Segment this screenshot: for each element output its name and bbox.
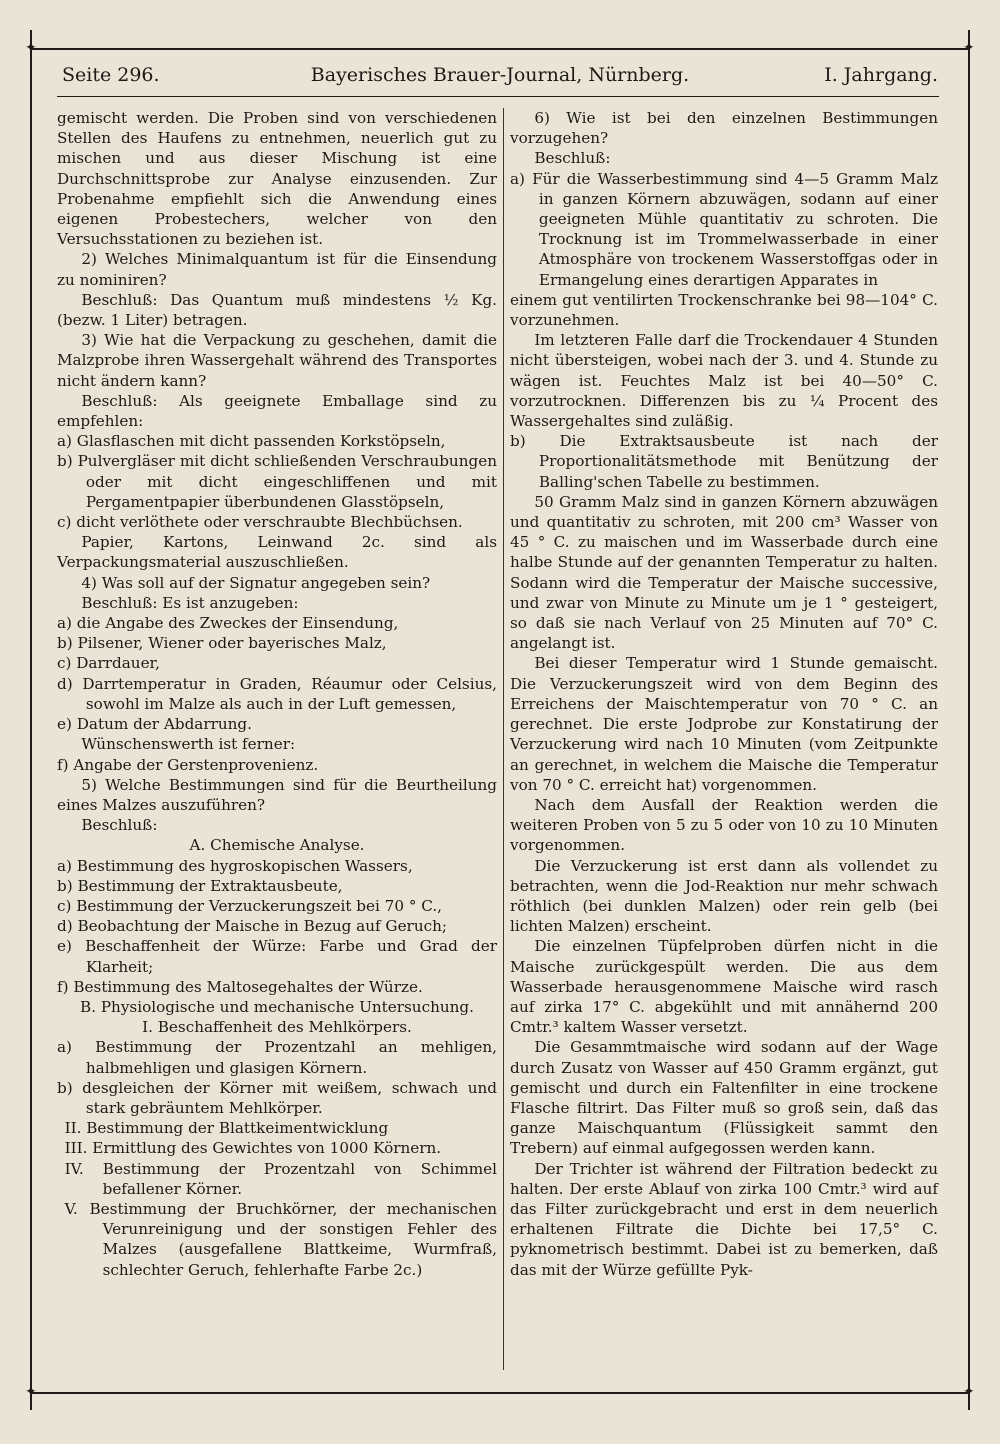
list-item: b) Pulvergläser mit dicht schließenden Verschraubungen oder mit dicht eingeschliffenen und mit Pergamentpapier überbundenen Glasstöpseln,: [57, 452, 497, 511]
list-item: f) Angabe der Gerstenprovenienz.: [57, 755, 319, 774]
paragraph: einem gut ventilirten Trockenschranke bei 98—104° C. vorzunehmen.: [510, 290, 938, 330]
list-item: d) Beobachtung der Maische in Bezug auf Geruch;: [57, 917, 448, 936]
header-rule: [57, 96, 939, 97]
paragraph: Die einzelnen Tüpfelproben dürfen nicht in die Maische zurückgespült werden. Die aus dem Wasserbade herausgenommene Maische wird rasch auf zirka 17° C. abgekühlt und mit annähernd 200 Cmtr.³ kaltem Wasser versetzt.: [510, 937, 938, 1037]
corner-ornament-icon: ✦: [963, 1384, 975, 1400]
list-item: b) Die Extraktsausbeute ist nach der Proportionalitätsmethode mit Benützung der Balling'schen Tabelle zu bestimmen.: [510, 432, 938, 491]
list-item: II. Bestimmung der Blattkeimentwicklung: [64, 1119, 389, 1138]
list-item: IV. Bestimmung der Prozentzahl von Schimmel befallener Körner.: [64, 1159, 497, 1198]
journal-title: Bayerisches Brauer-Journal, Nürnberg.: [310, 64, 690, 86]
resolution: Beschluß: Es ist anzugeben:: [81, 593, 299, 612]
list-item: e) Beschaffenheit der Würze: Farbe und Grad der Klarheit;: [57, 937, 497, 976]
resolution: Beschluß:: [534, 149, 611, 168]
list-item: b) Bestimmung der Extraktausbeute,: [57, 876, 343, 895]
resolution: Beschluß: Das Quantum muß mindestens ½ Kg. (bezw. 1 Liter) betragen.: [57, 290, 497, 330]
left-column: [57, 108, 497, 1280]
question: 5) Welche Bestimmungen sind für die Beurtheilung eines Malzes auszuführen?: [57, 775, 497, 814]
paragraph: Nach dem Ausfall der Reaktion werden die weiteren Proben von 5 zu 5 oder von 10 zu 10 Minuten vorgenommen.: [510, 795, 938, 855]
paragraph: Die Verzuckerung ist erst dann als vollendet zu betrachten, wenn die Jod-Reaktion nur mehr schwach röthlich (bei dunklen Malzen) oder rein gelb (bei lichten Malzen) erscheint.: [510, 856, 938, 936]
list-item: III. Ermittlung des Gewichtes von 1000 Körnern.: [64, 1139, 442, 1158]
section-heading: B. Physiologische und mechanische Untersuchung.: [80, 997, 474, 1016]
question: 6) Wie ist bei den einzelnen Bestimmungen vorzugehen?: [510, 109, 938, 148]
list-item: b) desgleichen der Körner mit weißem, schwach und stark gebräuntem Mehlkörper.: [57, 1078, 497, 1117]
question: 2) Welches Minimalquantum ist für die Einsendung zu nominiren?: [57, 250, 497, 289]
list-item: b) Pilsener, Wiener oder bayerisches Malz,: [57, 634, 387, 653]
list-item: f) Bestimmung des Maltosegehaltes der Würze.: [57, 977, 423, 996]
list-item: a) Glasflaschen mit dicht passenden Korkstöpseln,: [57, 432, 446, 451]
left-border-rule: [30, 30, 32, 1410]
question: 4) Was soll auf der Signatur angegeben sein?: [81, 573, 431, 592]
corner-ornament-icon: ✦: [25, 40, 37, 56]
paragraph: Die Gesammtmaische wird sodann auf der Wage durch Zusatz von Wasser auf 450 Gramm ergänzt, gut gemischt und durch ein Faltenfilter in eine trockene Flasche filtrirt. Das Filter muß so groß sein, daß das ganze Maischquantum (Flüssigkeit sammt den Trebern) auf einmal aufgegossen werden kann.: [510, 1038, 938, 1158]
section-heading: A. Chemische Analyse.: [189, 836, 365, 855]
list-item: V. Bestimmung der Bruchkörner, der mechanischen Verunreinigung und der sonstigen Fehler des Malzes (ausgefallene Blattkeime, Wurmfraß, schlechter Geruch, fehlerhafte Farbe 2c.): [64, 1199, 497, 1279]
right-border-rule: [968, 30, 970, 1410]
top-border-rule: [30, 48, 970, 50]
resolution: Beschluß: Als geeignete Emballage sind zu empfehlen:: [57, 391, 497, 431]
paragraph: Bei dieser Temperatur wird 1 Stunde gemaischt. Die Verzuckerungszeit wird von dem Beginn des Erreichens der Maischtemperatur von 70 ° C. an gerechnet. Die erste Jodprobe zur Konstatirung der Verzuckerung wird nach 10 Minuten (vom Zeitpunkte an gerechnet, in welchem die Maische die Temperatur von 70 ° C. erreicht hat) vorgenommen.: [510, 654, 938, 794]
list-item: d) Darrtemperatur in Graden, Réaumur oder Celsius, sowohl im Malze als auch in der Luft gemessen,: [57, 674, 497, 713]
list-item: e) Datum der Abdarrung.: [57, 715, 252, 734]
column-divider: [503, 108, 504, 1370]
corner-ornament-icon: ✦: [25, 1384, 37, 1400]
question: 3) Wie hat die Verpackung zu geschehen, damit die Malzprobe ihren Wassergehalt während des Transportes nicht ändern kann?: [57, 331, 497, 390]
subsection-heading: I. Beschaffenheit des Mehlkörpers.: [142, 1018, 412, 1037]
list-item: a) die Angabe des Zweckes der Einsendung,: [57, 614, 399, 633]
list-item: a) Bestimmung des hygroskopischen Wassers,: [57, 856, 413, 875]
paragraph: Wünschenswerth ist ferner:: [81, 735, 296, 754]
list-item: a) Bestimmung der Prozentzahl an mehligen, halbmehligen und glasigen Körnern.: [57, 1038, 497, 1077]
resolution: Beschluß:: [81, 816, 158, 835]
bottom-border-rule: [30, 1392, 970, 1394]
page-number: Seite 296.: [62, 64, 160, 86]
volume-label: I. Jahrgang.: [824, 64, 938, 86]
paragraph: gemischt werden. Die Proben sind von verschiedenen Stellen des Haufens zu entnehmen, neuerlich gut zu mischen und aus dieser Mischung ist eine Durchschnittsprobe zur Analyse einzusenden. Zur Probenahme empfiehlt sich die Anwendung eines eigenen Probestechers, welcher von den Versuchsstationen zu beziehen ist.: [57, 109, 497, 249]
paragraph: Im letzteren Falle darf die Trockendauer 4 Stunden nicht übersteigen, wobei nach der 3. und 4. Stunde zu wägen ist. Feuchtes Malz ist bei 40—50° C. vorzutrocknen. Differenzen bis zu ¼ Procent des Wassergehaltes sind zuläßig.: [510, 331, 938, 431]
right-column: [510, 108, 938, 1280]
list-item: c) Darrdauer,: [57, 654, 160, 673]
list-item: c) dicht verlöthete oder verschraubte Blechbüchsen.: [57, 513, 463, 532]
corner-ornament-icon: ✦: [963, 40, 975, 56]
paragraph: 50 Gramm Malz sind in ganzen Körnern abzuwägen und quantitativ zu schroten, mit 200 cm³ Wasser von 45 ° C. zu maischen und im Wasserbade durch eine halbe Stunde auf der genannten Temperatur zu halten. Sodann wird die Temperatur der Maische successive, und zwar von Minute zu Minute um je 1 ° gesteigert, so daß sie nach Verlauf von 25 Minuten auf 70° C. angelangt ist.: [510, 492, 938, 653]
paragraph: Papier, Kartons, Leinwand 2c. sind als Verpackungsmaterial auszuschließen.: [57, 533, 497, 572]
list-item: c) Bestimmung der Verzuckerungszeit bei 70 ° C.,: [57, 896, 442, 915]
running-header: [62, 64, 938, 94]
paragraph: Der Trichter ist während der Filtration bedeckt zu halten. Der erste Ablauf von zirka 100 Cmtr.³ wird auf das Filter zurückgebracht und erst in dem neuerlich erhaltenen Filtrate die Dichte bei 17,5° C. pyknometrisch bestimmt. Dabei ist zu bemerken, daß das mit der Würze gefüllte Pyk-: [510, 1159, 938, 1279]
list-item: a) Für die Wasserbestimmung sind 4—5 Gramm Malz in ganzen Körnern abzuwägen, sodann auf einer geeigneten Mühle quantitativ zu schroten. Die Trocknung ist im Trommelwasserbade in einer Atmosphäre von trockenem Wasserstoffgas oder in Ermangelung eines derartigen Apparates in: [510, 169, 938, 289]
